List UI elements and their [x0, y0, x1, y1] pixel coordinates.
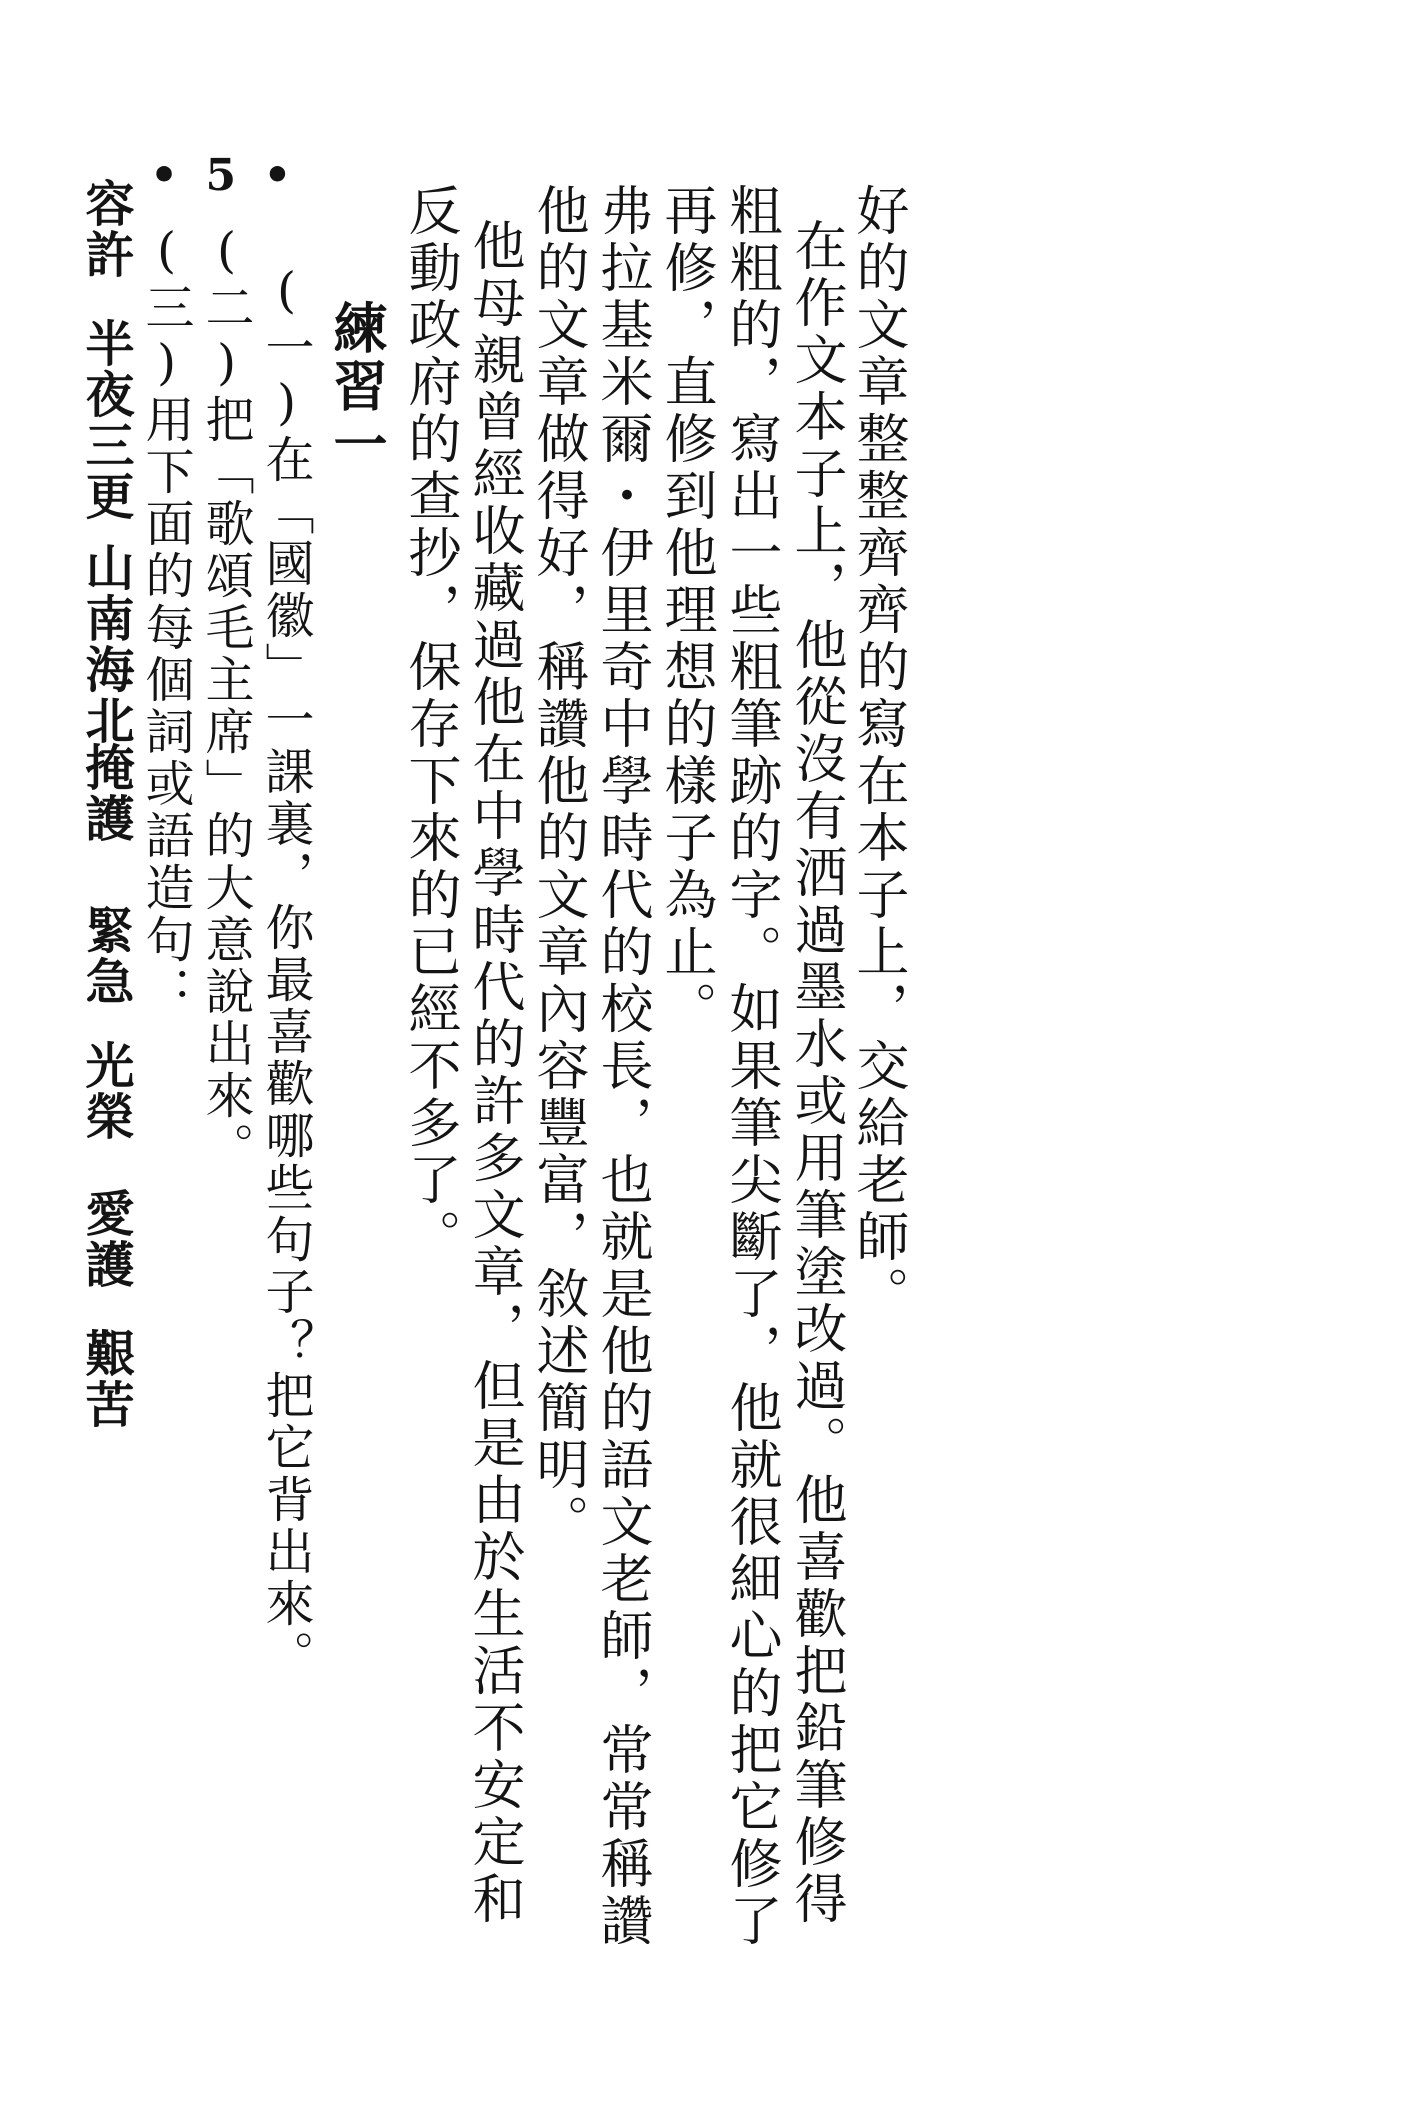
vocab-word: 半夜三更 [78, 318, 136, 522]
body-line-6: 他的文章做得好，稱讚他的文章內容豐富，敘述簡明。 [528, 183, 589, 1551]
vocab-word: 容許 [78, 178, 136, 280]
exercise-item-2: (二)把「歌頌毛主席」的大意說出來。 [198, 222, 255, 1174]
body-line-4: 再修，直修到他理想的樣子為止。 [656, 183, 717, 1038]
exercise-heading: 練習一 [325, 300, 389, 474]
page-number: • 5 • [150, 150, 298, 201]
body-line-2: 在作文本子上，他從沒有洒過墨水或用筆塗改過。他喜歡把鉛筆修得 [786, 218, 847, 1928]
body-line-1: 好的文章整整齊齊的寫在本子上，交給老師。 [848, 183, 909, 1323]
vocab-word: 緊急 [78, 905, 136, 1007]
exercise-item-1: (一)在「國徽」一課裏，你最喜歡哪些句子？把它背出來。 [258, 262, 315, 1682]
exercise-item-3: (三)用下面的每個詞或語造句： [138, 222, 195, 1018]
body-line-7: 他母親曾經收藏過他在中學時代的許多文章，但是由於生活不安定和 [464, 218, 525, 1928]
vocab-word: 山南海北 [78, 542, 136, 746]
body-line-8: 反動政府的查抄，保存下來的已經不多了。 [400, 183, 461, 1266]
body-line-3: 粗粗的，寫出一些粗筆跡的字。如果筆尖斷了，他就很細心的把它修了 [721, 183, 782, 1950]
vocab-word: 光榮 [78, 1040, 136, 1142]
body-line-5: 弗拉基米爾・伊里奇中學時代的校長，也就是他的語文老師，常常稱讚 [592, 183, 653, 1950]
vocab-word: 艱苦 [78, 1328, 136, 1430]
vocab-word: 掩護 [78, 742, 136, 844]
vocab-word: 愛護 [78, 1188, 136, 1290]
